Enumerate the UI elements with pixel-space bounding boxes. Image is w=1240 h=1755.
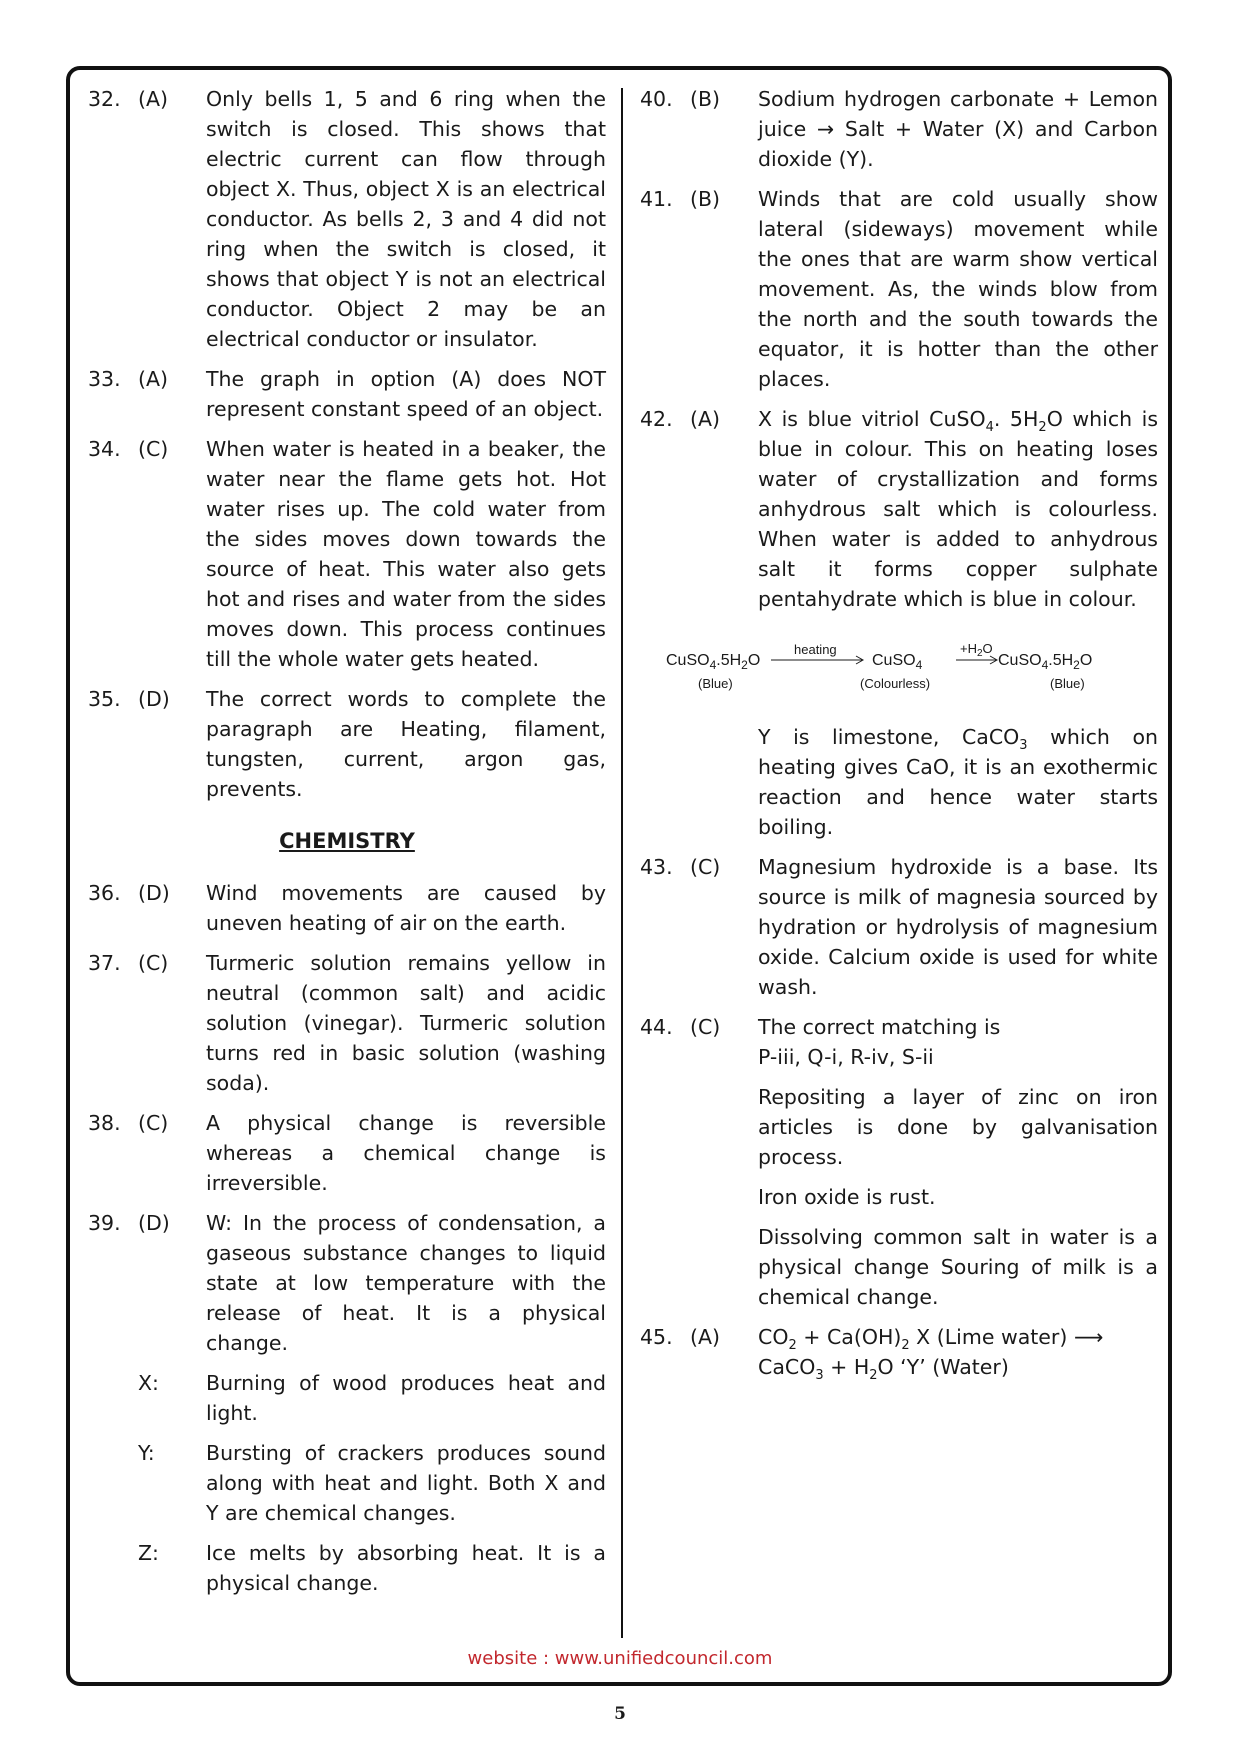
- answer-35: [88, 684, 606, 804]
- equation-product: $CuSO_4.5H_2O$: [998, 652, 1093, 672]
- explanation: Turmeric solution remains yellow in neutral (common salt) and acidic solution (vinegar). Turmeric solution turns red in basic solution (washing soda).: [206, 951, 606, 1095]
- question-number: 39.: [88, 1211, 121, 1235]
- section-heading: CHEMISTRY: [279, 829, 415, 853]
- answer-42: [640, 404, 1158, 614]
- question-number: 36.: [88, 881, 121, 905]
- column-divider: [621, 88, 623, 1638]
- answer-option: (A): [138, 367, 169, 391]
- explanation: A physical change is reversible whereas a chemical change is irreversible.: [206, 1111, 606, 1195]
- answer-option: (C): [690, 855, 721, 879]
- answer-option: (C): [690, 1015, 721, 1039]
- explanation: The correct words to complete the paragraph are Heating, filament, tungsten, current, argon gas, prevents.: [206, 687, 606, 801]
- question-number: 44.: [640, 1015, 673, 1039]
- product-colour-label: (Blue): [1050, 676, 1085, 691]
- explanation: Wind movements are caused by uneven heating of air on the earth.: [206, 881, 606, 935]
- reactant-colour-label: (Blue): [698, 676, 733, 691]
- sub-label: Y:: [138, 1441, 155, 1465]
- left-column: [88, 84, 606, 1608]
- arrow-heating-label: heating: [794, 642, 837, 657]
- question-number: 33.: [88, 367, 121, 391]
- answer-36: [88, 878, 606, 938]
- question-number: 40.: [640, 87, 673, 111]
- answer-option: (A): [690, 407, 721, 431]
- answer-option: (D): [138, 881, 170, 905]
- answer-44-note-3: Dissolving common salt in water is a physical change Souring of milk is a chemical change.: [758, 1225, 1158, 1309]
- answer-42-y: [758, 722, 1158, 842]
- chemical-equation: [640, 640, 1158, 700]
- explanation: When water is heated in a beaker, the water near the flame gets hot. Hot water rises up. The cold water from the sides moves down towards the source of heat. This water also gets hot and rises and water from the sides moves down. This process continues till the whole water gets heated.: [206, 437, 606, 671]
- text-part: X is blue vitriol CuSO: [758, 407, 986, 431]
- answer-33: [88, 364, 606, 424]
- right-column: [640, 84, 1158, 1392]
- answer-39: [88, 1208, 606, 1358]
- answer-34: [88, 434, 606, 674]
- text-part: Sodium hydrogen carbonate + Lemon juice: [758, 87, 1158, 141]
- answer-option: (D): [138, 687, 170, 711]
- answer-option: (B): [690, 187, 721, 211]
- sub-explanation: Ice melts by absorbing heat. It is a physical change.: [206, 1541, 606, 1595]
- answer-39-x: [88, 1368, 606, 1428]
- text-part: . 5H: [993, 407, 1039, 431]
- text-part: The correct matching is: [758, 1015, 1001, 1039]
- equation-figure: [666, 640, 1146, 700]
- question-number: 43.: [640, 855, 673, 879]
- sub-label: Z:: [138, 1541, 159, 1565]
- answer-40: [640, 84, 1158, 174]
- answer-option: (A): [138, 87, 169, 111]
- question-number: 35.: [88, 687, 121, 711]
- subscript: 3: [1019, 738, 1028, 754]
- question-number: 45.: [640, 1325, 673, 1349]
- text-part: Salt + Water (X) and Carbon dioxide (Y).: [758, 117, 1158, 171]
- answer-45: [640, 1322, 1158, 1382]
- explanation: Only bells 1, 5 and 6 ring when the switch is closed. This shows that electric current can flow through object X. Thus, object X is an electrical conductor. As bells 2, 3 and 4 did not ring when the switch is closed, it shows that object Y is not an electrical conductor. Object 2 may be an electrical conductor or insulator.: [206, 87, 606, 351]
- answer-39-y: [88, 1438, 606, 1528]
- answer-41: [640, 184, 1158, 394]
- answer-option: (A): [690, 1325, 721, 1349]
- answer-37: [88, 948, 606, 1098]
- reaction-arrow: →: [817, 117, 835, 141]
- sub-explanation: Bursting of crackers produces sound along with heat and light. Both X and Y are chemical changes.: [206, 1441, 606, 1525]
- text-part: which on heating gives CaO, it is an exothermic reaction and hence water starts boiling.: [758, 725, 1158, 839]
- sub-explanation: Burning of wood produces heat and light.: [206, 1371, 606, 1425]
- answer-option: (C): [138, 437, 169, 461]
- equation-intermediate: CuSO$_4$: [872, 652, 923, 672]
- answer-44-note-2: Iron oxide is rust.: [758, 1185, 936, 1209]
- explanation: Magnesium hydroxide is a base. Its source is milk of magnesia sourced by hydration or hydrolysis of magnesium oxide. Calcium oxide is used for white wash.: [758, 855, 1158, 999]
- answer-option: (C): [138, 1111, 169, 1135]
- page-number: 5: [614, 1704, 626, 1724]
- explanation: Winds that are cold usually show lateral (sideways) movement while the ones that are warm show vertical movement. As, the winds blow from the north and the south towards the equator, it is hotter than the other places.: [758, 187, 1158, 391]
- answer-option: (B): [690, 87, 721, 111]
- text-part: O which is blue in colour. This on heating loses water of crystallization and forms anhydrous salt which is colourless. When water is added to anhydrous salt it forms copper sulphate pentahydrate which is blue in colour.: [758, 407, 1159, 611]
- website-footer: website : www.unifiedcouncil.com: [467, 1648, 773, 1669]
- explanation: W: In the process of condensation, a gaseous substance changes to liquid state at low temperature with the release of heat. It is a physical change.: [206, 1211, 606, 1355]
- explanation: The graph in option (A) does NOT represent constant speed of an object.: [206, 367, 606, 421]
- answer-43: [640, 852, 1158, 1002]
- answer-32: [88, 84, 606, 354]
- explanation: [758, 404, 1158, 614]
- explanation: [758, 84, 1158, 174]
- reaction-arrow: ⟶: [1073, 1325, 1104, 1349]
- text-part: Y is limestone, CaCO: [758, 725, 1020, 749]
- question-number: 37.: [88, 951, 121, 975]
- question-number: 38.: [88, 1111, 121, 1135]
- subscript: 4: [985, 420, 994, 436]
- equation-reactant: $CuSO_4.5H_2O$: [666, 652, 761, 672]
- answer-option: (C): [138, 951, 169, 975]
- matching-result: P-iii, Q-i, R-iv, S-ii: [758, 1045, 934, 1069]
- answer-option: (D): [138, 1211, 170, 1235]
- answer-44: [640, 1012, 1158, 1072]
- answer-44-note-1: Repositing a layer of zinc on iron articles is done by galvanisation process.: [758, 1085, 1158, 1169]
- explanation: $CO_2 + Ca(OH)_2$ X (Lime water) ⟶ CaCO$_3$ + $H_2O$ ‘Y’ (Water): [758, 1325, 1104, 1384]
- intermediate-colour-label: (Colourless): [860, 676, 931, 691]
- answer-39-z: [88, 1538, 606, 1598]
- question-number: 32.: [88, 87, 121, 111]
- arrow-water-label: $+H_2O$: [960, 641, 993, 659]
- answer-38: [88, 1108, 606, 1198]
- question-number: 42.: [640, 407, 673, 431]
- question-number: 34.: [88, 437, 121, 461]
- explanation: [758, 1012, 1158, 1072]
- question-number: 41.: [640, 187, 673, 211]
- subscript: 2: [1038, 420, 1047, 436]
- sub-label: X:: [138, 1371, 159, 1395]
